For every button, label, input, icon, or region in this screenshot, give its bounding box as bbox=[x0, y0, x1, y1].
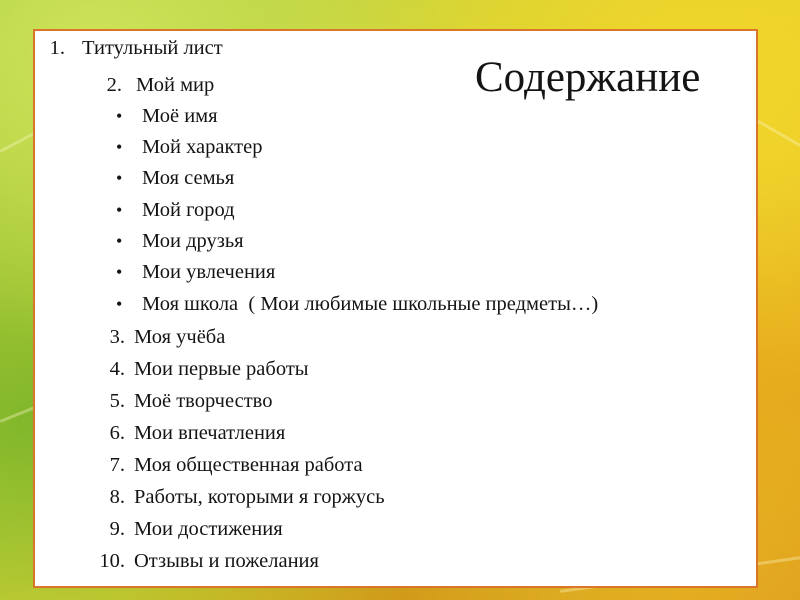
list-item-text: Моя школа ( Мои любимые школьные предметы…) bbox=[142, 293, 599, 315]
bullet-marker: • bbox=[116, 231, 123, 251]
list-item-text: Мои увлечения bbox=[142, 261, 276, 283]
list-number: 2. bbox=[106, 74, 122, 96]
list-number: 6. bbox=[109, 422, 125, 444]
content-panel bbox=[33, 29, 758, 588]
bullet-marker: • bbox=[116, 168, 123, 188]
list-item-text: Мои первые работы bbox=[134, 358, 309, 380]
list-item-text: Моя учёба bbox=[134, 326, 226, 348]
list-item-text: Моё творчество bbox=[134, 390, 273, 412]
list-item-text: Моя общественная работа bbox=[134, 454, 363, 476]
list-number: 10. bbox=[99, 550, 125, 572]
list-item-text: Моё имя bbox=[142, 105, 218, 127]
list-item-text: Мой город bbox=[142, 199, 235, 221]
list-item-text: Мой мир bbox=[136, 74, 215, 96]
list-item-text: Отзывы и пожелания bbox=[134, 550, 319, 572]
bullet-marker: • bbox=[116, 294, 123, 314]
page-title: Содержание bbox=[475, 54, 701, 101]
bullet-marker: • bbox=[116, 262, 123, 282]
list-number: 1. bbox=[49, 37, 65, 59]
list-item-text: Титульный лист bbox=[82, 37, 223, 59]
bullet-marker: • bbox=[116, 200, 123, 220]
list-item-text: Мой характер bbox=[142, 136, 263, 158]
list-number: 9. bbox=[109, 518, 125, 540]
list-item-text: Моя семья bbox=[142, 167, 235, 189]
list-item-text: Мои друзья bbox=[142, 230, 244, 252]
bullet-marker: • bbox=[116, 106, 123, 126]
list-number: 8. bbox=[109, 486, 125, 508]
list-number: 4. bbox=[109, 358, 125, 380]
list-item-text: Работы, которыми я горжусь bbox=[134, 486, 385, 508]
bullet-marker: • bbox=[116, 137, 123, 157]
list-number: 7. bbox=[109, 454, 125, 476]
list-number: 5. bbox=[109, 390, 125, 412]
list-item-text: Мои впечатления bbox=[134, 422, 286, 444]
list-item-text: Мои достижения bbox=[134, 518, 283, 540]
list-number: 3. bbox=[109, 326, 125, 348]
